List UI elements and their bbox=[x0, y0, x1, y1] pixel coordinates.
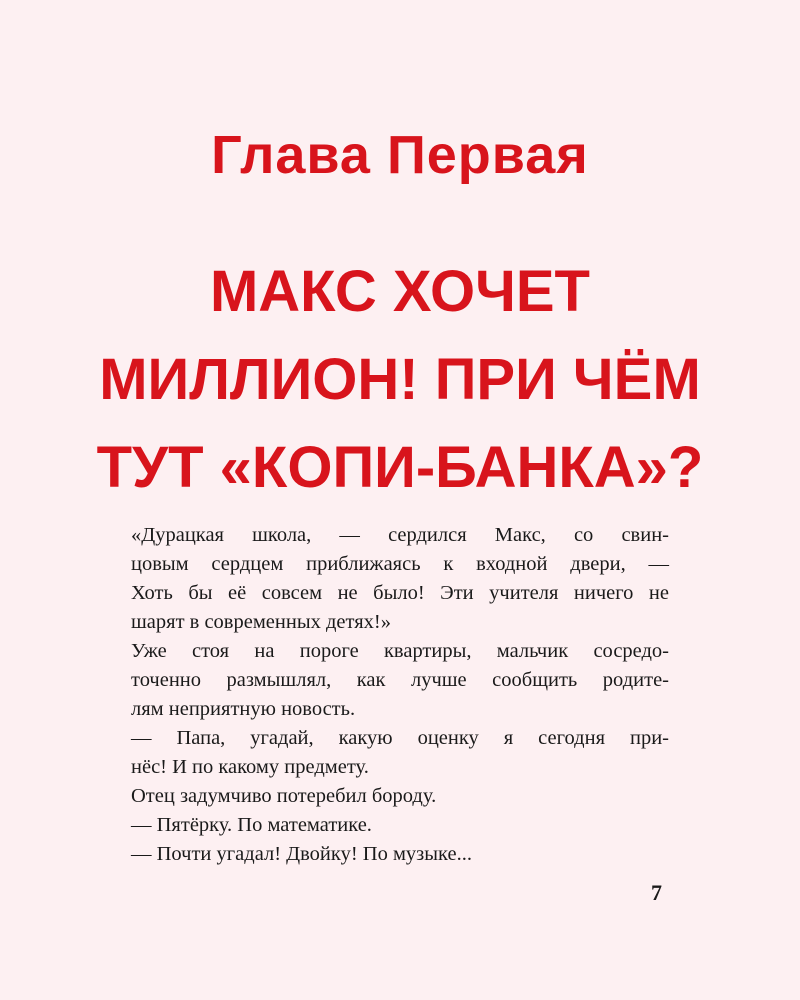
text-line: нёс! И по какому предмету. bbox=[131, 756, 369, 778]
body-text bbox=[131, 521, 669, 869]
text-line: шарят в современных детях!» bbox=[131, 611, 391, 633]
paragraph-5 bbox=[131, 811, 669, 840]
text-line: — Пятёрку. По математике. bbox=[131, 814, 372, 836]
text-line: Отец задумчиво потеребил бороду. bbox=[131, 785, 437, 807]
text-line: — Почти угадал! Двойку! По музыке... bbox=[131, 843, 472, 865]
paragraph-4 bbox=[131, 782, 669, 811]
paragraph-6 bbox=[131, 840, 669, 869]
text-line: Хоть бы её совсем не было! Эти учителя ничего не bbox=[131, 582, 669, 604]
chapter-title-line-1: МАКС ХОЧЕТ bbox=[209, 259, 590, 324]
text-line: точенно размышлял, как лучше сообщить родите- bbox=[131, 669, 669, 691]
paragraph-3 bbox=[131, 724, 669, 782]
page-number: 7 bbox=[651, 880, 662, 905]
text-line: Уже стоя на пороге квартиры, мальчик сосредо- bbox=[131, 640, 669, 662]
paragraph-1 bbox=[131, 521, 669, 637]
chapter-title-line-3: ТУТ «КОПИ-БАНКА»? bbox=[96, 435, 704, 500]
text-line: — Папа, угадай, какую оценку я сегодня при- bbox=[131, 727, 669, 749]
text-line: цовым сердцем приближаясь к входной двери, — bbox=[131, 553, 669, 575]
chapter-title-line-2: МИЛЛИОН! ПРИ ЧЁМ bbox=[99, 347, 701, 412]
paragraph-2 bbox=[131, 637, 669, 724]
chapter-title bbox=[0, 248, 800, 512]
text-line: лям неприятную новость. bbox=[131, 698, 356, 720]
chapter-label: Глава Первая bbox=[211, 125, 589, 185]
text-line: «Дурацкая школа, — сердился Макс, со свин- bbox=[131, 524, 669, 546]
